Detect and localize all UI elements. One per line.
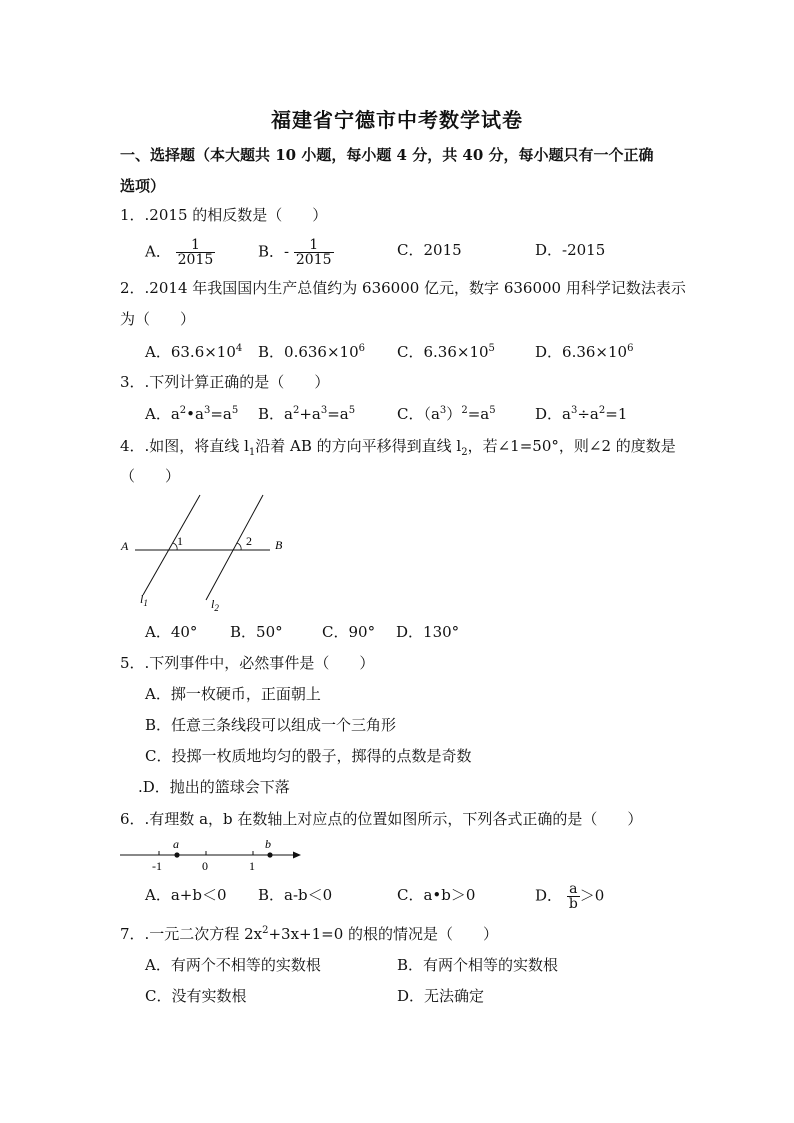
q7-option-d: D．无法确定 (397, 987, 485, 1005)
q5-option-a: A．掷一枚硬币，正面朝上 (145, 685, 321, 703)
page-title: 福建省宁德市中考数学试卷 (271, 108, 523, 132)
q7-option-a: A．有两个不相等的实数根 (145, 956, 321, 974)
label-b: B (275, 538, 283, 552)
point-a (174, 852, 179, 857)
q5-option-c: C．投掷一枚质地均匀的骰子，掷得的点数是奇数 (145, 747, 472, 765)
axis-arrow (293, 852, 301, 859)
q1-option-c: C．2015 (397, 241, 462, 259)
q6-option-a: A．a+b＜0 (145, 886, 227, 904)
q2-stem-line1: 2．.2014 年我国国内生产总值约为 636000 亿元，数字 636000 用科学记数法表示 (120, 279, 686, 297)
q7-stem: 7．.一元二次方程 $2x^2+3x+1=0$ 的根的情况是（ ） (120, 925, 499, 943)
q2-option-d: D．$6.36\times 10^6$ (535, 343, 634, 361)
q4-figure (115, 490, 315, 620)
q4-option-a: A．40° (145, 623, 198, 641)
q3-option-c: C．$(a^3)^2=a^5$ (397, 405, 496, 423)
q1-option-b: B．- $\frac{1}{2015}$ (258, 237, 332, 268)
q5-option-b: B．任意三条线段可以组成一个三角形 (145, 716, 397, 734)
q7-option-b: B．有两个相等的实数根 (397, 956, 559, 974)
q4-option-b: B．50° (230, 623, 283, 641)
q1-b-fraction: $\frac{1}{2015}$ (295, 237, 332, 268)
q4-option-d: D．130° (396, 623, 460, 641)
q6-d-fraction: $\frac{a}{b}$ (568, 881, 578, 912)
q6-number-line (115, 835, 310, 875)
q6-option-c: C．a•b＞0 (397, 886, 476, 904)
q2-option-c: C．$6.36\times 10^5$ (397, 343, 495, 361)
q6-option-b: B．a-b＜0 (258, 886, 333, 904)
q6-stem: 6．.有理数 a，b 在数轴上对应点的位置如图所示，下列各式正确的是（ ） (120, 810, 643, 828)
line-l2 (206, 495, 263, 600)
q3-option-a: A．$a^2•a^3=a^5$ (145, 405, 239, 423)
q3-option-b: B．$a^2+a^3=a^5$ (258, 405, 356, 423)
label-angle-2: 2 (246, 534, 252, 548)
q5-option-d: .D．抛出的篮球会下落 (138, 778, 290, 796)
label-tick-minus-1: -1 (152, 859, 162, 873)
line-l1 (143, 495, 200, 595)
section-heading-line1: 一、选择题（本大题共 10 小题，每小题 4 分，共 40 分，每小题只有一个正确 (120, 146, 654, 164)
q1-option-d: D．-2015 (535, 241, 606, 259)
q2-stem-line2: 为（ ） (120, 310, 196, 328)
q1-option-a: A． $\frac{1}{2015}$ (145, 237, 214, 268)
q1-a-fraction: $\frac{1}{2015}$ (177, 237, 214, 268)
q7-option-c: C．没有实数根 (145, 987, 247, 1005)
q4-option-c: C．90° (322, 623, 376, 641)
q3-option-d: D．$a^3\div a^2=1$ (535, 405, 628, 423)
section-heading-line2: 选项） (120, 177, 166, 195)
label-l2: $l_2$ (211, 597, 219, 613)
label-a: A (121, 539, 129, 553)
label-angle-1: 1 (177, 534, 183, 548)
q4-stem-line2: （ ） (120, 467, 181, 485)
label-point-b: b (265, 837, 271, 851)
label-tick-1: 1 (249, 859, 255, 873)
q1-stem: 1．.2015 的相反数是（ ） (120, 206, 328, 224)
label-tick-0: 0 (202, 859, 208, 873)
label-l1: $l_1$ (140, 592, 148, 608)
point-b (267, 852, 272, 857)
q2-option-a: A．$63.6\times 10^4$ (145, 343, 243, 361)
angle-2-arc (237, 543, 241, 550)
q3-stem: 3．.下列计算正确的是（ ） (120, 373, 330, 391)
q4-stem-line1: 4．.如图，将直线 $l_1$沿着 AB 的方向平移得到直线 $l_2$，若∠1=50°，则∠2 的度数是 (120, 437, 676, 458)
section-heading (120, 140, 680, 202)
q5-stem: 5．.下列事件中，必然事件是（ ） (120, 654, 375, 672)
q2-option-b: B．$0.636\times 10^6$ (258, 343, 365, 361)
label-point-a: a (173, 837, 179, 851)
q6-option-d: D． $\frac{a}{b}$ ＞0 (535, 881, 605, 912)
